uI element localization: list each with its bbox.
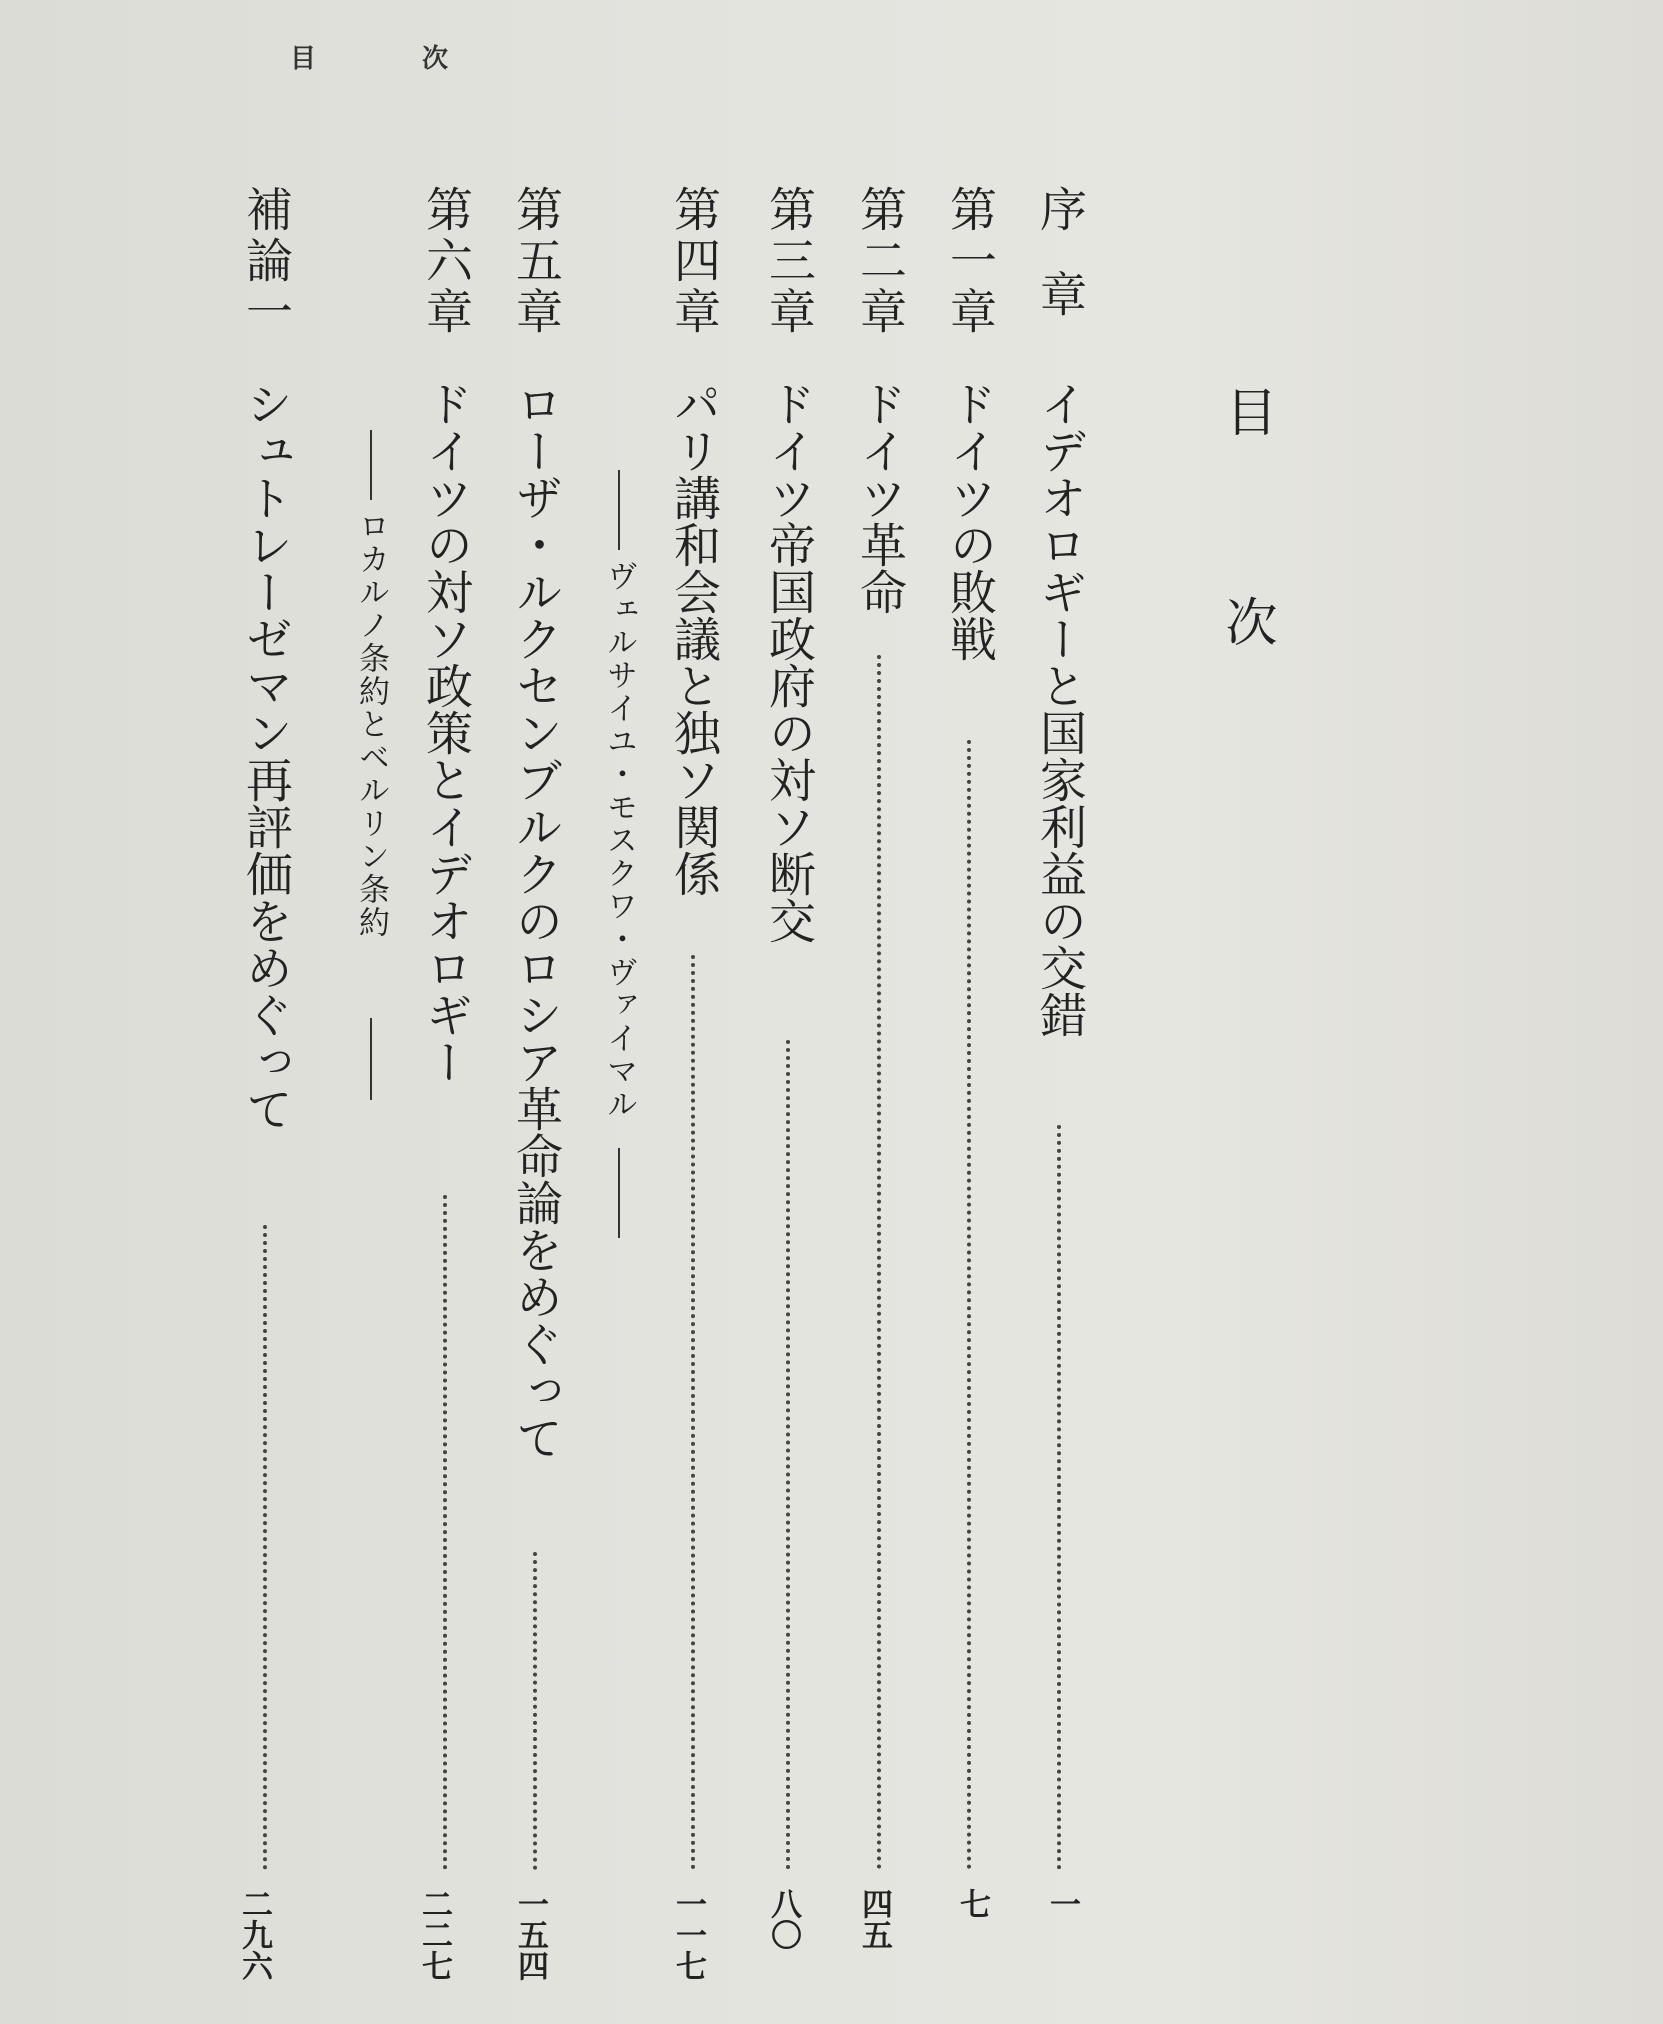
chapter-title: ローザ・ルクセンブルクのロシア革命論をめぐって — [508, 380, 563, 1461]
chapter-title: パリ講和会議と独ソ関係 — [666, 380, 721, 897]
subtitle-dash — [618, 470, 620, 550]
dot-leader — [786, 1040, 794, 1870]
page-number: 七 — [954, 1888, 990, 1919]
toc-title-char-2: 次 — [1216, 595, 1276, 647]
dot-leader — [877, 655, 885, 1870]
page-number: 四五 — [856, 1888, 892, 1950]
chapter-title: ドイツの対ソ政策とイデオロギー — [418, 380, 473, 1085]
chapter-label: 第六章 — [418, 185, 473, 338]
dot-leader — [263, 1225, 271, 1870]
page-number: 二九六 — [236, 1888, 272, 1981]
chapter-label: 補論一 — [238, 185, 293, 338]
page-number: 八〇 — [765, 1888, 801, 1950]
chapter-subtitle: ロカルノ条約とベルリン条約 — [353, 510, 389, 939]
dot-leader — [443, 1195, 451, 1870]
chapter-label: 第一章 — [942, 185, 997, 338]
chapter-title: シュトレーゼマン再評価をめぐって — [238, 380, 293, 1132]
chapter-title: イデオロギーと国家利益の交錯 — [1032, 380, 1087, 1038]
subtitle-dash — [618, 1148, 620, 1238]
running-head-char-2: 次 — [422, 44, 449, 74]
chapter-label: 第四章 — [666, 185, 721, 338]
chapter-title: ドイツの敗戦 — [942, 380, 997, 662]
dot-leader — [967, 740, 975, 1870]
dot-leader — [1057, 1125, 1065, 1870]
chapter-label: 序章 — [1032, 185, 1087, 355]
chapter-label: 第二章 — [852, 185, 907, 338]
page-number: 一五四 — [512, 1888, 548, 1981]
page-number: 一 — [1044, 1888, 1080, 1919]
chapter-subtitle: ヴェルサイユ・モスクワ・ヴァイマル — [601, 560, 637, 1121]
dot-leader — [691, 955, 699, 1870]
page-number: 二二七 — [416, 1888, 452, 1981]
page-number: 一一七 — [670, 1888, 706, 1981]
chapter-label: 第五章 — [508, 185, 563, 338]
dot-leader — [533, 1552, 541, 1870]
subtitle-dash — [370, 430, 372, 500]
toc-title-char-1: 目 — [1216, 385, 1276, 437]
running-head-char-1: 目 — [290, 44, 317, 74]
chapter-title: ドイツ帝国政府の対ソ断交 — [761, 380, 816, 944]
chapter-title: ドイツ革命 — [852, 380, 907, 615]
chapter-label: 第三章 — [761, 185, 816, 338]
subtitle-dash — [370, 1018, 372, 1100]
